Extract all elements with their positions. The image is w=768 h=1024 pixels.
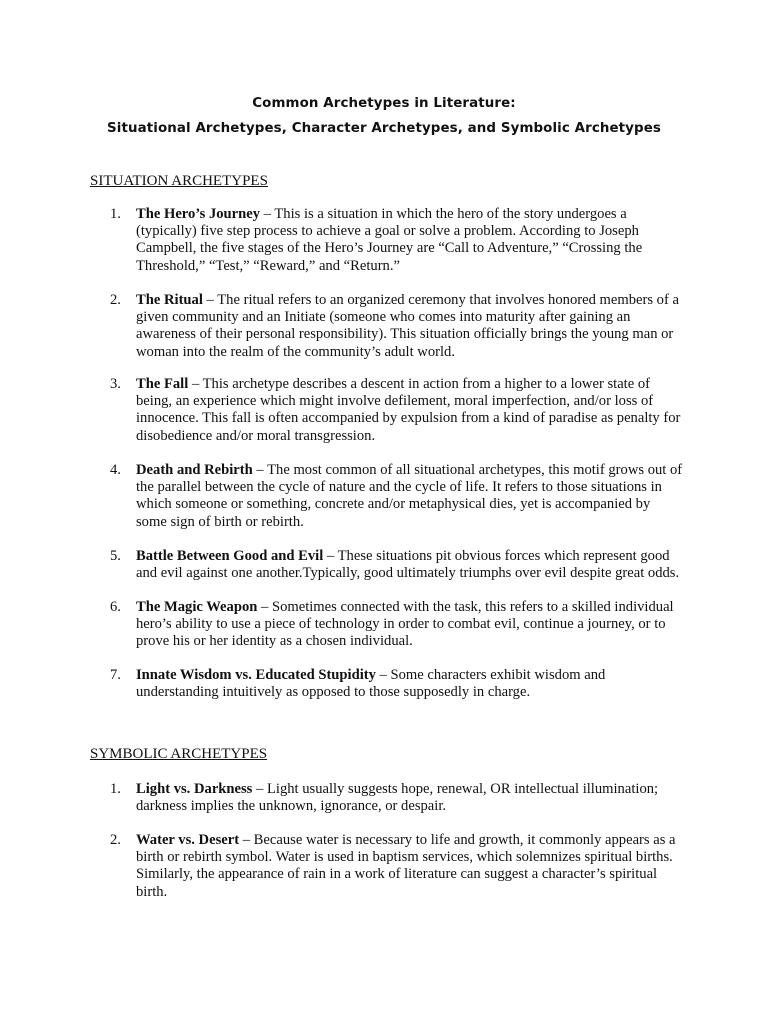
document-title: Common Archetypes in Literature: — [252, 96, 516, 111]
item-number: 6. — [110, 599, 121, 615]
item-text: These situations pit obvious forces which represent good and evil against one another.Typically, good ultimately triumphs over evil despite great odds. — [136, 548, 680, 582]
item-text: Some characters exhibit wisdom and understanding intuitively as opposed to those supposedly in charge. — [136, 667, 606, 701]
item-body — [136, 832, 684, 901]
item-text: Sometimes connected with the task, this refers to a skilled individual hero’s ability to use a piece of technology in order to combat evil, continue a journey, or to prove his or her identity as a chosen individual. — [136, 599, 674, 650]
section-heading-symbolic: SYMBOLIC ARCHETYPES — [90, 746, 268, 762]
item-term: The Fall — [136, 376, 189, 392]
item-term: The Ritual — [136, 292, 203, 308]
item-dash: – — [260, 206, 275, 222]
item-dash: – — [257, 599, 272, 615]
item-number: 1. — [110, 781, 121, 797]
item-dash: – — [252, 462, 268, 478]
item-text: Light usually suggests hope, renewal, OR intellectual illumination; darkness implies the unknown, ignorance, or despair. — [136, 781, 659, 815]
item-body — [136, 462, 684, 531]
item-body — [136, 548, 684, 582]
item-number: 4. — [110, 462, 121, 478]
section-heading-situation: SITUATION ARCHETYPES — [90, 173, 268, 189]
item-number: 1. — [110, 206, 121, 222]
item-term: Light vs. Darkness — [136, 781, 253, 797]
item-dash: – — [252, 781, 267, 797]
item-text: This is a situation in which the hero of the story undergoes a (typically) five step process to achieve a goal or solve a problem. According to Joseph Campbell, the five stages of the Hero’s Journey are “Call to Adventure,” “Crossing the Threshold,” “Test,” “Reward,” and “Return.” — [136, 206, 643, 274]
item-dash: – — [188, 376, 203, 392]
item-number: 2. — [110, 832, 121, 848]
item-text: This archetype describes a descent in action from a higher to a lower state of being, an experience which might involve defilement, moral imperfection, and/or loss of innocence. This fall is often accompanied by expulsion from a kind of paradise as penalty for disobedience and/or moral transgression. — [136, 376, 681, 444]
item-number: 7. — [110, 667, 121, 683]
item-number: 5. — [110, 548, 121, 564]
item-body — [136, 667, 684, 701]
item-term: Battle Between Good and Evil — [136, 548, 324, 564]
item-body — [136, 292, 684, 361]
item-term: The Magic Weapon — [136, 599, 258, 615]
item-term: Innate Wisdom vs. Educated Stupidity — [136, 667, 376, 683]
item-term: The Hero’s Journey — [136, 206, 261, 222]
item-term: Water vs. Desert — [136, 832, 240, 848]
item-dash: – — [323, 548, 338, 564]
item-body — [136, 206, 684, 275]
item-text: Because water is necessary to life and growth, it commonly appears as a birth or rebirth symbol. Water is used in baptism services, which solemnizes spiritual births. Similarly, the appearance of rain in a work of literature can suggest a character’s spiritual birth. — [136, 832, 676, 900]
item-dash: – — [375, 667, 391, 683]
document-subtitle: Situational Archetypes, Character Archetypes, and Symbolic Archetypes — [107, 121, 661, 136]
item-body — [136, 376, 684, 445]
item-body — [136, 599, 684, 651]
item-text: The ritual refers to an organized ceremony that involves honored members of a given community and an Initiate (someone who comes into maturity after gaining an awareness of their personal responsibility). This situation officially brings the young man or woman into the realm of the community’s adult world. — [136, 292, 679, 360]
item-text: The most common of all situational archetypes, this motif grows out of the parallel between the cycle of nature and the cycle of life. It refers to those situations in which someone or something, concrete and/or metaphysical dies, yet is accompanied by some sign of birth or rebirth. — [136, 462, 683, 530]
item-dash: – — [239, 832, 254, 848]
item-body — [136, 781, 684, 815]
item-number: 3. — [110, 376, 121, 392]
item-term: Death and Rebirth — [136, 462, 253, 478]
item-dash: – — [202, 292, 218, 308]
item-number: 2. — [110, 292, 121, 308]
